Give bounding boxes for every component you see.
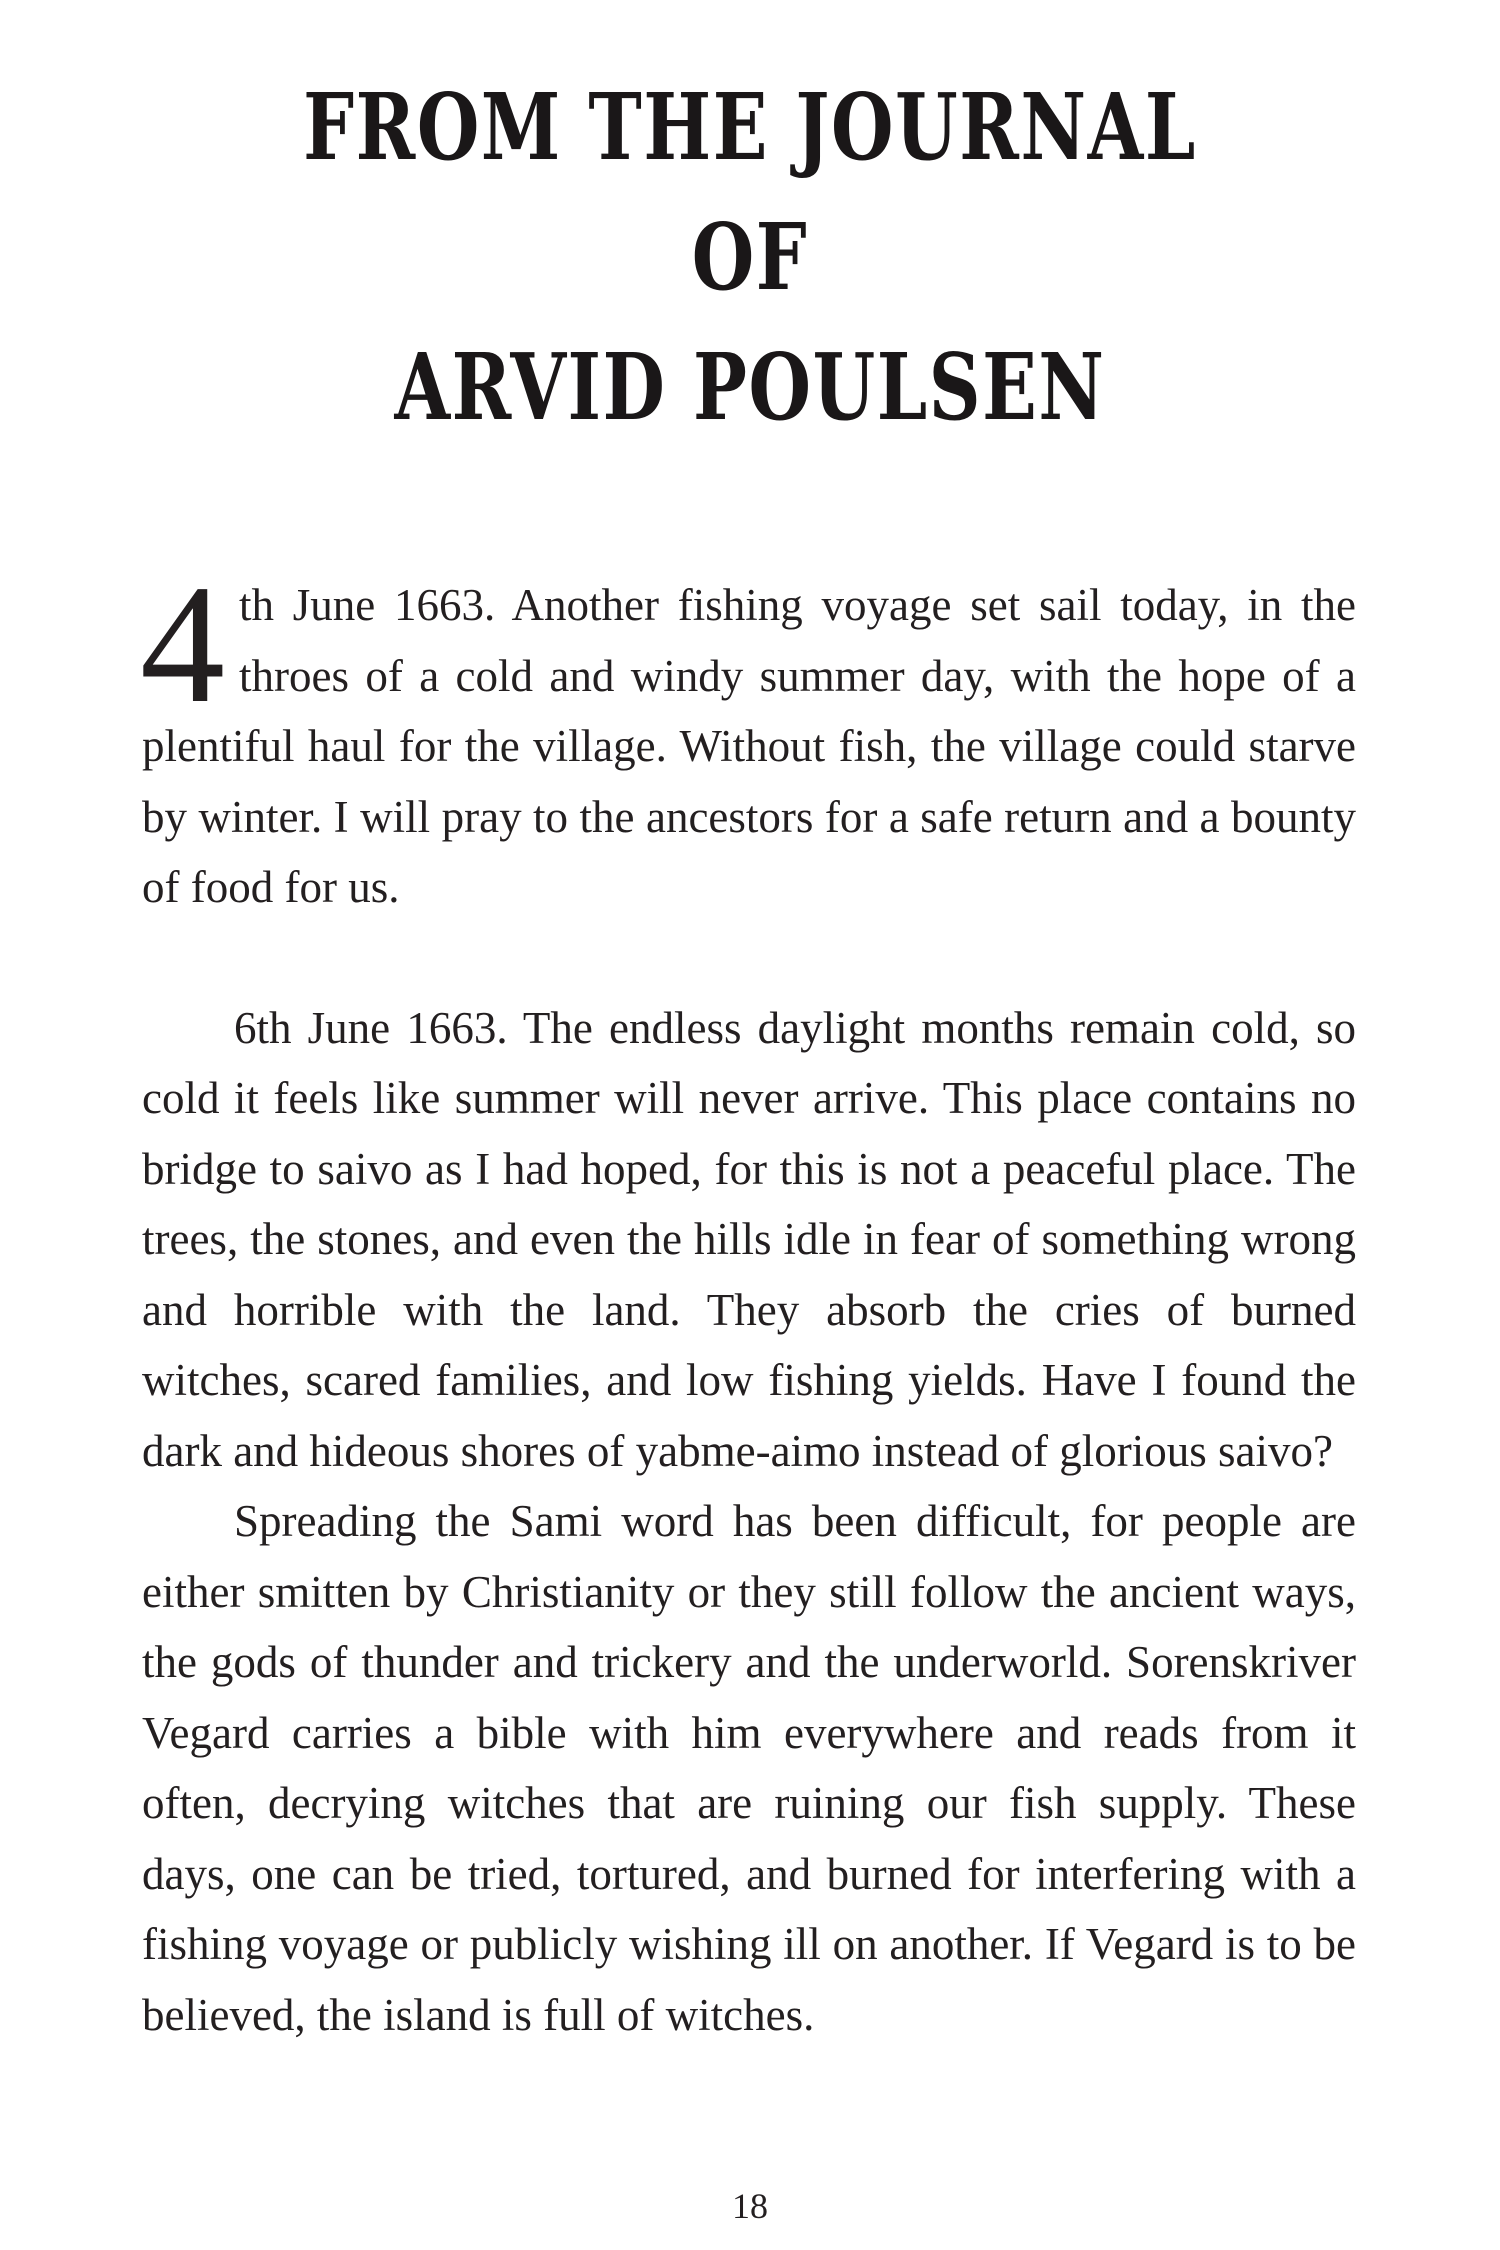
journal-entry-1 [140, 550, 1356, 923]
title-line-2: ARVID POULSEN [394, 333, 1106, 441]
entry-1-text: th June 1663. Another fishing voyage set sail today, in the throes of a cold and windy summer day, with the hope of a plentiful haul for the village. Without fish, the village could starve by winter. I will pray to the ancestors for a safe return and a bounty of food for us. [142, 580, 1356, 912]
journal-entry-3: Spreading the Sami word has been difficult, for people are either smitten by Christianity or they still follow the ancient ways, the gods of thunder and trickery and the underworld. Sorenskriver Vegard carries a bible with him everywhere and reads from it often, decrying witches that are ruining our fish supply. These days, one can be tried, tortured, and burned for interfering with a fishing voyage or publicly wishing ill on another. If Vegard is to be believed, the island is full of witches. [142, 1496, 1356, 2040]
drop-cap: 4 [140, 550, 225, 738]
page-title [282, 62, 1218, 452]
journal-entry-2: 6th June 1663. The endless daylight months remain cold, so cold it feels like summer will never arrive. This place contains no bridge to saivo as I had hoped, for this is not a peaceful place. The trees, the stones, and even the hills idle in fear of something wrong and horrible with the land. They absorb the cries of burned witches, scared families, and low fishing yields. Have I found the dark and hideous shores of yabme-aimo instead of glorious saivo? [142, 1002, 1356, 1476]
title-line-1: FROM THE JOURNAL OF [303, 73, 1197, 311]
page-number: 18 [732, 2186, 768, 2226]
journal-body [140, 550, 1356, 2050]
entry-spacer [142, 923, 1356, 993]
